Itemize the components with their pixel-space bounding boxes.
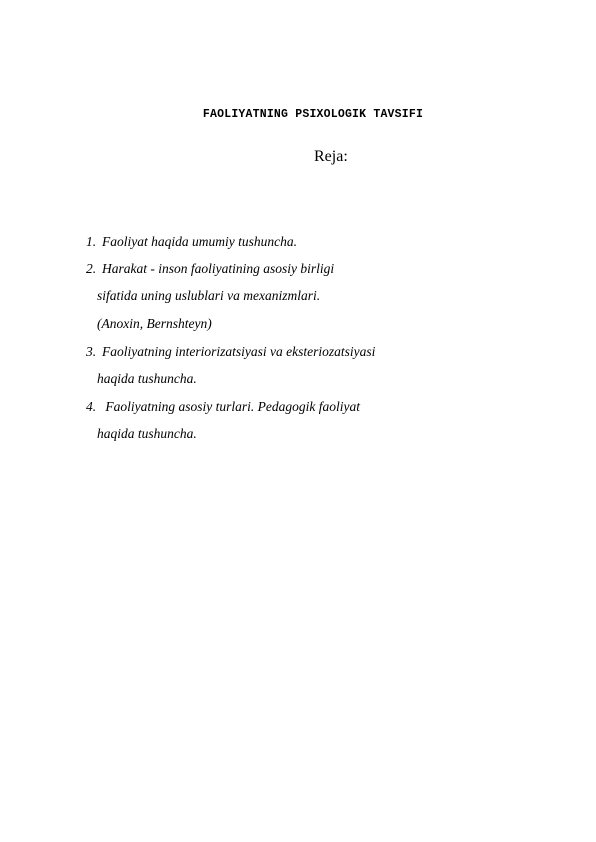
plan-item-1	[86, 234, 297, 250]
plan-item-number: 1.	[86, 234, 97, 249]
plan-item-2-continuation: sifatida uning uslublari va mexanizmlari.	[97, 288, 321, 303]
plan-item-text: Faoliyat haqida umumiy tushuncha.	[102, 234, 297, 249]
plan-item-number: 4.	[86, 399, 97, 414]
plan-item-2	[86, 261, 334, 277]
plan-item-2-continuation: (Anoxin, Bernshteyn)	[97, 316, 212, 331]
plan-item-number: 3.	[86, 344, 97, 359]
plan-item-number: 2.	[86, 261, 97, 276]
plan-item-3	[86, 344, 375, 360]
plan-item-text: Harakat - inson faoliyatining asosiy birligi	[102, 261, 335, 276]
plan-item-text: Faoliyatning interiorizatsiyasi va eksteriozatsiyasi	[102, 344, 376, 359]
plan-heading: Reja:	[314, 148, 348, 165]
plan-item-4	[86, 399, 360, 415]
plan-item-4-continuation: haqida tushuncha.	[97, 426, 197, 441]
document-title: FAOLIYATNING PSIXOLOGIK TAVSIFI	[202, 108, 424, 121]
plan-item-text: Faoliyatning asosiy turlari. Pedagogik faoliyat	[102, 399, 360, 414]
plan-item-3-continuation: haqida tushuncha.	[97, 371, 197, 386]
